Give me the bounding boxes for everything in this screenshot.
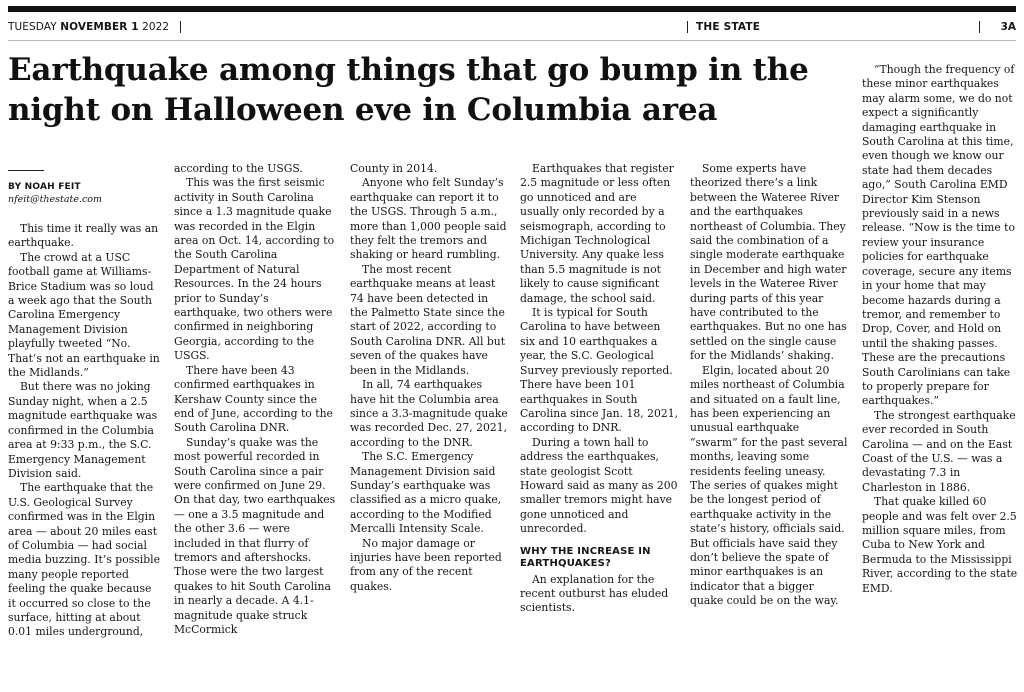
top-rule xyxy=(8,6,1016,12)
page-number: 3A xyxy=(1000,21,1016,33)
edition-year: 2022 xyxy=(142,21,170,33)
paragraph: In all, 74 earthquakes have hit the Columbia area since a 3.3-magnitude quake was recorded Dec. 27, 2021, according to the DNR. xyxy=(350,378,508,449)
paragraph: The earthquake that the U.S. Geological Survey confirmed was in the Elgin area — about 20 miles east of Columbia — had social media buzzing. It’s possible many people reported feeling the quake because it occurred so close to the surface, hitting at about 0.01 miles underground, xyxy=(8,481,160,639)
byline-rule xyxy=(8,170,44,171)
paragraph: “Though the frequency of these minor earthquakes may alarm some, we do not expect a significantly damaging earthquake in South Carolina at this time, even though we know our state had them decades ago,” South Carolina EMD Director Kim Stenson previously said in a news release. “Now is the time to review your insurance policies for earthquake coverage, secure any items in your home that may become hazards during a tremor, and remember to Drop, Cover, and Hold on until the shaking passes. These are the precautions South Carolinians can take to properly prepare for earthquakes.” xyxy=(862,63,1015,408)
paragraph: Anyone who felt Sunday’s earthquake can report it to the USGS. Through 5 a.m., more than 1,000 people said they felt the tremors and shaking or heard rumbling. xyxy=(350,176,507,262)
column-body xyxy=(174,162,336,637)
header-rule xyxy=(8,40,1016,41)
paragraph: That quake killed 60 people and was felt over 2.5 million square miles, from Cuba to New York and Bermuda to the Mississippi River, according to the state EMD. xyxy=(862,495,1018,595)
edition-day: TUESDAY xyxy=(8,21,57,33)
column-body xyxy=(8,222,162,640)
page-header xyxy=(8,17,1016,37)
paragraph: There have been 43 confirmed earthquakes in Kershaw County since the end of June, according to the South Carolina DNR. xyxy=(174,363,333,435)
paragraph: Sunday’s quake was the most powerful recorded in South Carolina since a pair were confirmed on June 29. On that day, two earthquakes — one a 3.5 magnitude and the other 3.6 — were included in that flurry of tremors and aftershocks. Those were the two largest quakes to hit South Carolina in nearly a decade. A 4.1-magnitude quake struck McCormick xyxy=(174,435,336,636)
column-body xyxy=(862,63,1020,596)
paragraph: It is typical for South Carolina to have between six and 10 earthquakes a year, the S.C. Geological Survey previously reported. There have been 101 earthquakes in South Carolina since Jan. 18, 2021, according to DNR. xyxy=(520,306,678,435)
headline: Earthquake among things that go bump in the night on Halloween eve in Columbia area xyxy=(8,52,809,128)
paragraph: The strongest earthquake ever recorded in South Carolina — and on the East Coast of the U.S. — was a devastating 7.3 in Charleston in 1886. xyxy=(862,408,1016,494)
edition-month-day: NOVEMBER 1 xyxy=(60,21,139,33)
paragraph: During a town hall to address the earthquakes, state geologist Scott Howard said as many as 200 smaller tremors might have gone unnoticed and unrecorded. xyxy=(520,435,678,536)
column-3 xyxy=(350,162,508,594)
byline: BY NOAH FEIT xyxy=(8,182,81,192)
paragraph: Some experts have theorized there’s a link between the Wateree River and the earthquakes northeast of Columbia. They said the combination of a single moderate earthquake in December and high water levels in the Wateree River during parts of this year have contributed to the earthquakes. But no one has settled on the single cause for the Midlands’ shaking. xyxy=(690,162,847,363)
paragraph: County in 2014. xyxy=(350,162,438,175)
author-email: nfeit@thestate.com xyxy=(8,194,103,205)
column-2 xyxy=(174,162,336,637)
column-4 xyxy=(520,162,678,616)
column-body xyxy=(690,162,848,609)
header-separator xyxy=(979,21,980,33)
subhead: WHY THE INCREASE IN EARTHQUAKES? xyxy=(520,545,651,570)
newspaper-name: THE STATE xyxy=(696,21,761,33)
paragraph: Earthquakes that register 2.5 magnitude or less often go unnoticed and are usually only recorded by a seismograph, according to Michigan Technological University. Any quake less than 5.5 magnitude is not likely to cause significant damage, the school said. xyxy=(520,162,674,305)
column-body xyxy=(350,162,508,594)
header-separator xyxy=(180,21,181,33)
paragraph: This was the first seismic activity in South Carolina since a 1.3 magnitude quake was recorded in the Elgin area on Oct. 14, according to the South Carolina Department of Natural Resources. In the 24 hours prior to Sunday’s earthquake, two others were confirmed in neighboring Georgia, according to the USGS. xyxy=(174,176,335,363)
column-5 xyxy=(690,162,848,609)
paragraph: The most recent earthquake means at least 74 have been detected in the Palmetto State since the start of 2022, according to South Carolina DNR. All but seven of the quakes have been in the Midlands. xyxy=(350,262,506,377)
paragraph: No major damage or injuries have been reported from any of the recent quakes. xyxy=(350,536,502,593)
paragraph: according to the USGS. xyxy=(174,162,303,175)
paragraph: But there was no joking Sunday night, when a 2.5 magnitude earthquake was confirmed in the Columbia area at 9:33 p.m., the S.C. Emergency Management Division said. xyxy=(8,380,158,480)
column-body xyxy=(520,573,678,616)
column-6 xyxy=(862,63,1020,596)
paragraph: The S.C. Emergency Management Division said Sunday’s earthquake was classified as a micro quake, according to the Modified Mercalli Intensity Scale. xyxy=(350,450,502,536)
paragraph: Elgin, located about 20 miles northeast of Columbia and situated on a fault line, has been experiencing an unusual earthquake “swarm” for the past several months, leaving some residents feeling uneasy. The series of quakes might be the longest period of earthquake activity in the state’s history, officials said. But officials have said they don’t believe the spate of minor earthquakes is an indicator that a bigger quake could be on the way. xyxy=(690,363,848,608)
edition-date xyxy=(8,17,169,37)
paragraph: The crowd at a USC football game at Williams-Brice Stadium was so loud a week ago that the South Carolina Emergency Management Division playfully tweeted “No. That’s not an earthquake in the Midlands.” xyxy=(8,250,160,380)
header-separator xyxy=(687,21,688,33)
column-1 xyxy=(8,170,162,640)
column-body xyxy=(520,162,678,537)
paragraph: This time it really was an earthquake. xyxy=(8,222,159,250)
paragraph: An explanation for the recent outburst has eluded scientists. xyxy=(520,572,669,615)
